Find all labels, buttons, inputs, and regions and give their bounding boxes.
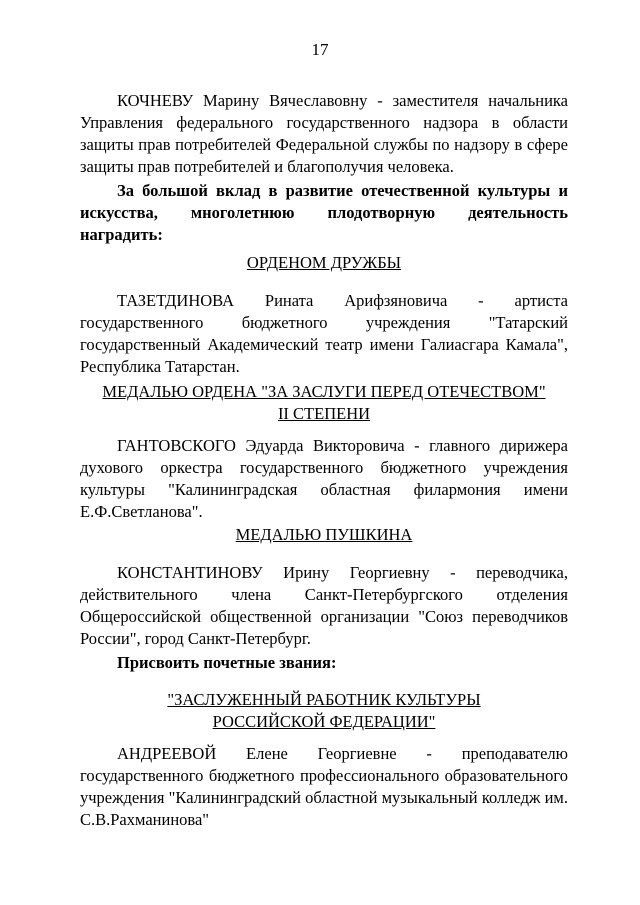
- award-intro-text: За большой вклад в развитие отечественной культуры и искусства, многолетнюю плодотворную деятельность наградить:: [80, 181, 568, 244]
- paragraph-tazetdinova: [80, 290, 568, 378]
- heading-pushkin-medal-text: МЕДАЛЬЮ ПУШКИНА: [235, 525, 413, 544]
- heading-honored-culture-worker: [80, 689, 568, 733]
- paragraph-tazetdinova-text: ТАЗЕТДИНОВА Рината Арифзяновича - артиста государственного бюджетного учреждения "Татарский государственный Академический театр имени Галиасгара Камала", Республика Татарстан.: [80, 291, 568, 376]
- paragraph-kochneva-text: КОЧНЕВУ Марину Вячеславовну - заместителя начальника Управления федерального государственного надзора в области защиты прав потребителей Федеральной службы по надзору в сфере защиты прав потребителей и благополучия человека.: [80, 91, 568, 176]
- heading-honored-culture-worker-line1: "ЗАСЛУЖЕННЫЙ РАБОТНИК КУЛЬТУРЫ: [167, 690, 481, 709]
- paragraph-gantovsky-text: ГАНТОВСКОГО Эдуарда Викторовича - главного дирижера духового оркестра государственного бюджетного учреждения культуры "Калининградская областная филармония имени Е.Ф.Светланова".: [80, 436, 568, 521]
- heading-order-of-friendship-text: ОРДЕНОМ ДРУЖБЫ: [246, 253, 402, 272]
- titles-intro: [80, 652, 568, 674]
- heading-merit-medal-line2: II СТЕПЕНИ: [277, 404, 371, 423]
- heading-merit-medal-line1: МЕДАЛЬЮ ОРДЕНА "ЗА ЗАСЛУГИ ПЕРЕД ОТЕЧЕСТВОМ": [102, 382, 546, 401]
- paragraph-kochneva: [80, 90, 568, 178]
- heading-pushkin-medal: [80, 524, 568, 546]
- paragraph-andreeva: [80, 743, 568, 831]
- heading-honored-culture-worker-line2: РОССИЙСКОЙ ФЕДЕРАЦИИ": [212, 712, 436, 731]
- paragraph-konstantinova: [80, 562, 568, 650]
- paragraph-gantovsky: [80, 435, 568, 523]
- paragraph-konstantinova-text: КОНСТАНТИНОВУ Ирину Георгиевну - переводчика, действительного члена Санкт-Петербургского отделения Общероссийской общественной организации "Союз переводчиков России", город Санкт-Петербург.: [80, 563, 568, 648]
- page-number: 17: [311, 40, 329, 59]
- titles-intro-text: Присвоить почетные звания:: [117, 653, 337, 672]
- award-intro: [80, 180, 568, 246]
- paragraph-andreeva-text: АНДРЕЕВОЙ Елене Георгиевне - преподавателю государственного бюджетного профессионального образовательного учреждения "Калининградский областной музыкальный колледж им. С.В.Рахманинова": [80, 744, 568, 829]
- heading-order-of-friendship: [80, 252, 568, 274]
- heading-merit-medal: [80, 381, 568, 425]
